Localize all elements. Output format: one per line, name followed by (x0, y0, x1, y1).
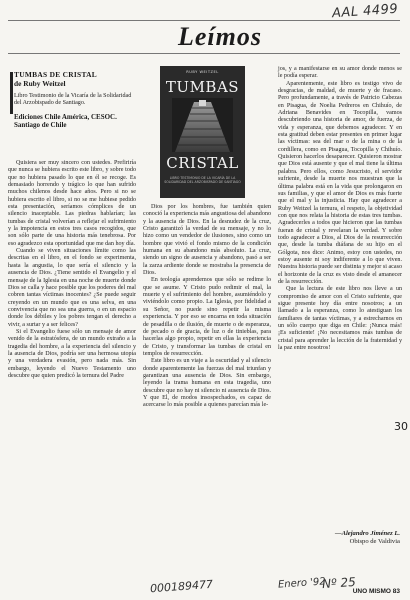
cover-title-top: TUMBAS (165, 78, 240, 96)
signature-name: —Alejandro Jiménez L. (334, 530, 400, 537)
review-info (14, 70, 138, 129)
book-title: TUMBAS DE CRISTAL (14, 70, 97, 79)
paragraph: Aparentemente, este libro es testigo vivo de desgracias, de maldad, de muerte y de fracaso. Pero profundamente, a través de Patricio Cabezas en Pisagua, de Noelia Pedreros en Chihuío, de Adriana Benavides en Tocopilla, vamos descubriendo una historia de amor, de fuerza, de vida y esperanza, que debemos agradecer. Y en esta gratitud deben estar presentes en primer lugar las víctimas: sea del mar o de la mina o de la cordillera, como en Pisagua, Tocopilla y Chihuío. Quisieron hacerlos desaparecer. Quisieron mostrar que Dios está ausente y que el mal tiene la última palabra. Pero ellos, como Jesucristo, el servidor sufriente, desde la muerte nos muestran que la última palabra está en la vida que prolongaron en sus familias, y que el amor de Dios es más fuerte que el mal y la injusticia. Hay que agradecer a Ruby Weitzel la ternura, el respeto, la objetividad con que nos relata la historia de estas tres tumbas. Agradecerles a todos que hicieron que las tumbas fueran de cristal y revelaran la verdad. Y sobre todo agradecer a Dios, al Dios de la resurrección que, desde la tumba diáfana de su hijo en el Gólgota, nos dice: Animo, estoy con ustedes, no estoy ausente ni soy indiferente a lo que viven. Nuestra historia puede ser distinta y mejor si acaso el horizonte de la cruz es visto desde el amanecer de la resurrección. (278, 80, 402, 285)
paragraph: Si el Evangelio fuese sólo un mensaje de amor venido de la estratósfera, de un mundo extraño a la tragedia del hombre, a la experiencia del silencio y la ausencia de Dios, podría ser una hermosa utopía y una verdadera evasión, pero nada más. Sin embargo, leyendo el Nuevo Testamento uno descubre que quien predicó la ternura del Padre (8, 328, 136, 379)
paragraph: Cuando se viven situaciones límite como las descritas en el libro, en el fondo se experimenta, hasta la angustia, lo que sería el silencio y la ausencia de Dios. ¿Tiene sentido el Evangelio y el mensaje de la Iglesia en una noche de muerte donde Dios se calla y hace posible que los poderes del mal cobren tantas víctimas inocentes? ¿Se puede seguir creyendo en un mundo que es una selva, en una convivencia que no sea una guerra, o en un espacio donde los débiles y los pobres tengan el derecho a vivir, a surtar y a ser felices? (8, 248, 136, 328)
archive-code-handwritten: AAL 4499 (331, 1, 399, 22)
cover-title-bottom: CRISTAL (166, 154, 239, 172)
paragraph: Este libro es un viaje a la oscuridad y al silencio donde aparentemente las fuerzas del mal triunfan y garantizan una ausencia de Dios. Sin embargo, leyendo la trama humana en esta tragedia, uno descubre que no hay ni silencio ni ausencia de Dios. Y que El, de modos insospechados, es capaz de acercarse lo más posible a quienes parecían más le- (143, 358, 271, 409)
book-publisher: Ediciones Chile América, CESOC. Santiago de Chile (14, 112, 117, 129)
margin-handwritten-number: 30 (394, 420, 408, 433)
book-author: de Ruby Weitzel (14, 79, 66, 88)
cover-subtitle: LIBRO TESTIMONIO DE LA VICARÍA DE LA SOLIDARIDAD DEL ARZOBISPADO DE SANTIAGO (164, 176, 241, 184)
archive-number-handwritten: 000189477 (149, 577, 214, 596)
paragraph: Que la lectura de este libro nos lleve a un compromiso de amor con el Cristo sufriente, que sigue presente hoy día entre nosotros; a un llamado a la esperanza, como lo atestiguan los familiares de tantas víctimas, y a estrecharnos en un sólo cuerpo que diga en Chile: ¡Nunca más! ¡Es suficiente! ¡No necesitamos más tumbas de cristal para aprender la lección de la fraternidad y la paz entre nosotros! (278, 286, 402, 352)
article-column-right (278, 66, 402, 352)
cover-author: RUBY WEITZEL (186, 70, 219, 74)
margin-bar (10, 72, 13, 114)
article-column-left (8, 160, 136, 380)
archive-issue-handwritten: Nº 25 (321, 574, 357, 592)
paragraph: En teología aprendemos que sólo se redime lo que se asume. Y Cristo pudo redimir el mal, la muerte y el sufrimiento del hombre, asumiéndolo y viviéndolo como propio. La Iglesia, por fidelidad a su Señor, no puede sino repetir la misma experiencia. Y por eso se encarna en toda situación de pesadilla o de ilusión, de muerte o de esperanza, de pecado o de gracia, de luz o de tinieblas, para hacerlas algo propio, repetir en ellas la experiencia de Cristo, y transformar las tumbas de cristal en templos de resurrección. (143, 277, 271, 357)
signature-role: Obispo de Valdivia (349, 538, 400, 545)
paragraph: jos, y a manifestarse en su amor donde menos se le podía esperar. (278, 66, 402, 80)
paragraph: Quisiera ser muy sincero con ustedes. Prefiriría que nunca se hubiera escrito este libro, y sobre todo que no hubiera pasado lo que en él se recoge. Es demasiado horrendo y trágico lo que han sufrido muchos chilenos desde hace años. Pero si no se hubiera escrito el libro, si no se me hubiese pedido esta presentación, seríamos cómplices de un silencio inaceptable. Las piedras hablarían; las tumbas de cristal volverían a reflejar el sufrimiento y la impotencia en estos tres casos recogidos, que son sólo parte de una historia más tenebrosa. Por eso agradezco esta oportunidad que me dan hoy día. (8, 160, 136, 247)
signature-block (316, 530, 400, 546)
section-title: Leímos (178, 22, 262, 51)
article-column-middle (143, 204, 271, 410)
book-description: Libro Testimonio de la Vicaría de la Solidaridad del Arzobispado de Santiago. (14, 93, 132, 107)
page-footer: UNO MISMO 83 (352, 588, 400, 595)
paragraph: Dios por los hombres, fue también quien conoció la experiencia más angustiosa del abandono y la ausencia de Dios. En la desnudez de la cruz, Cristo garantizó la verdad de su mensaje, y no lo hizo como un vendedor de ilusiones, sino como un hombre que vivió el fondo mismo de la condición humana en su abandono más absoluto. La cruz, siendo un signo de ausencia y abandono, pasó a ser la zarza ardiente donde se mostraba la presencia de Dios. (143, 204, 271, 277)
book-cover-image (160, 66, 245, 198)
archive-date-handwritten: Enero '92 (277, 576, 327, 591)
cover-stairway-art (172, 98, 233, 152)
